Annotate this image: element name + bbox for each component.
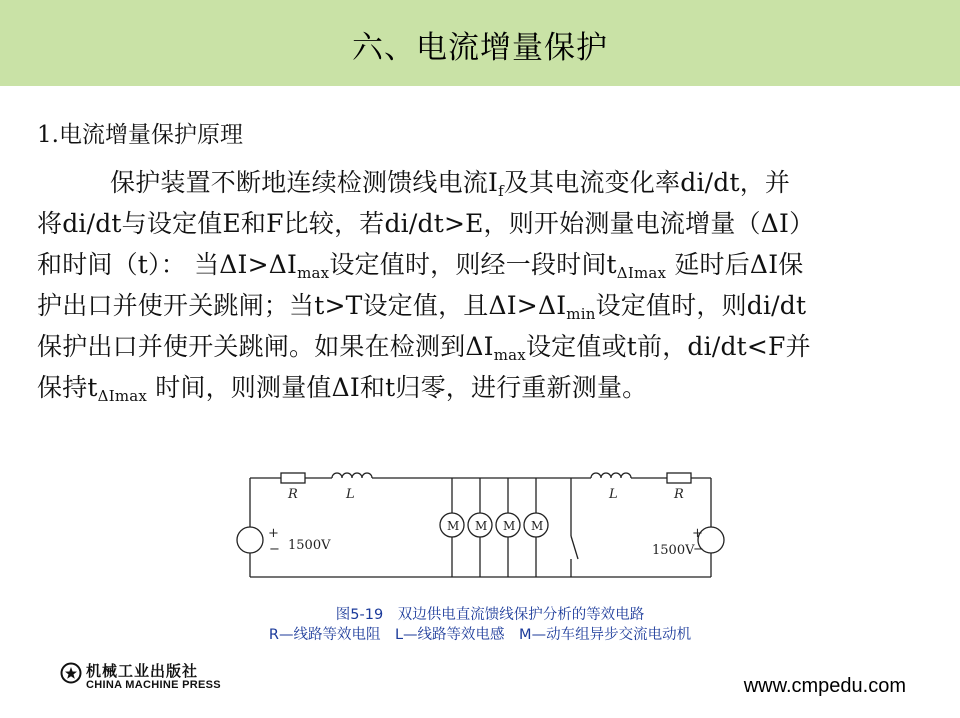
section-heading: 1.电流增量保护原理 [37,122,243,148]
website-link[interactable]: www.cmpedu.com [743,675,906,697]
title-banner [0,0,960,86]
body-line-3: 和时间（t）： 当$\Delta I>\Delta I_{max}$设定值时，则经一段时间$t_{\Delta Imax}$ 延时后ΔI保 [37,250,804,282]
body-line-6: 保持$t_{\Delta Imax}$ 时间，则测量值ΔI和t归零，进行重新测量。 [37,373,648,405]
publisher-name-cn: 机械工业出版社 [86,662,199,680]
motor-label-2: M [475,519,488,533]
label-l-right: L [609,487,618,502]
plus-right: + [692,526,703,541]
voltage-label-left: 1500V [288,538,331,553]
minus-right: − [693,542,704,557]
publisher-name-en: CHINA MACHINE PRESS [86,679,221,691]
plus-left: + [268,526,279,541]
resistor-left [281,473,305,483]
motor-label-3: M [503,519,516,533]
publisher-logo-icon [60,662,82,684]
inductor-left [332,473,372,478]
label-r-right: R [674,487,684,502]
voltage-source-left [237,527,263,553]
voltage-label-right: 1500V [652,543,695,558]
motor-label-4: M [531,519,544,533]
circuit-diagram [228,466,728,600]
label-l-left: L [346,487,355,502]
inductor-right [591,473,631,478]
minus-left: − [269,542,280,557]
label-r-left: R [288,487,298,502]
body-line-1: 保护装置不断地连续检测馈线电流$I_f$及其电流变化率di/dt，并 [110,168,791,200]
body-line-4: 护出口并使开关跳闸；当t>T设定值，且$\Delta I>\Delta I_{min}$设定值时，则di/dt [37,291,807,323]
figure-legend: R—线路等效电阻 L—线路等效电感 M—动车组异步交流电动机 [268,627,692,643]
motor-label-1: M [447,519,460,533]
slide-title: 六、电流增量保护 [352,30,608,66]
switch [571,536,578,559]
body-line-2: 将di/dt与设定值E和F比较，若di/dt>E，则开始测量电流增量（ΔI） [37,209,815,238]
body-line-5: 保护出口并使开关跳闸。如果在检测到$\Delta I_{max}$设定值或t前，di/dt<F并 [37,332,811,364]
resistor-right [667,473,691,483]
body-paragraph [37,162,917,408]
figure-caption: 图5-19 双边供电直流馈线保护分析的等效电路 [335,607,645,623]
